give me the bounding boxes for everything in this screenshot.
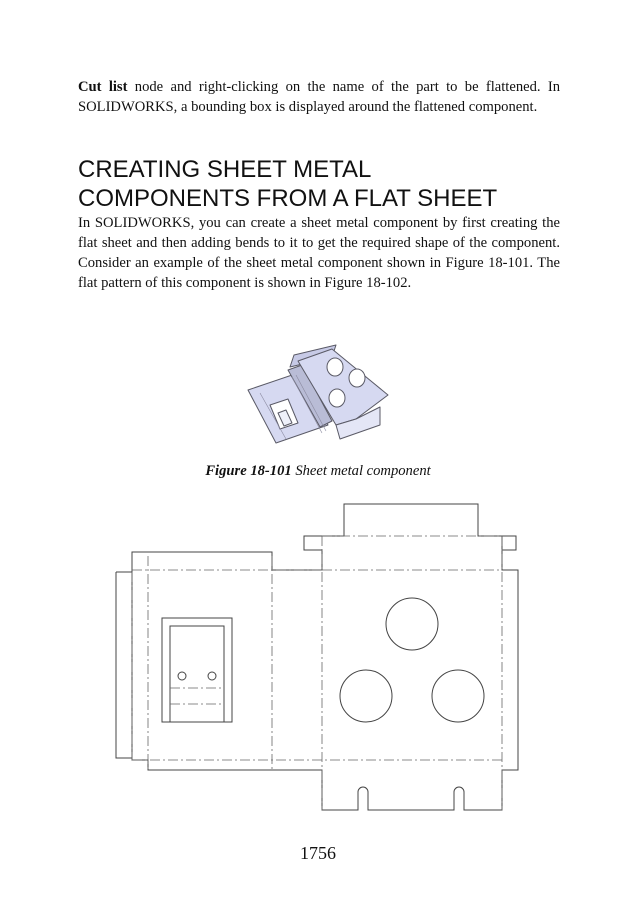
- left-outer-flange: [116, 572, 132, 758]
- intro-paragraph: [78, 77, 560, 117]
- section-heading-line-2: COMPONENTS FROM A FLAT SHEET: [78, 185, 498, 212]
- big-hole-right: [432, 670, 484, 722]
- window-outer: [162, 618, 232, 722]
- intro-text: node and right-clicking on the name of the part to be flattened. In SOLIDWORKS, a bounding box is displayed around the flattened component.: [78, 79, 561, 115]
- body-paragraph: In SOLIDWORKS, you can create a sheet metal component by first creating the flat sheet and then adding bends to it to get the required shape of the component. Consider an example of the sheet metal component shown in Figure 18-101. The flat pattern of this component is shown in Figure 18-102.: [78, 215, 560, 291]
- big-hole-top: [386, 598, 438, 650]
- section-heading-line-1: CREATING SHEET METAL: [78, 156, 372, 183]
- hole-1: [327, 358, 343, 376]
- left-panel-outline: [132, 504, 518, 810]
- small-hole-left: [178, 672, 186, 680]
- sheet-metal-component-figure: [240, 335, 400, 455]
- hole-3: [329, 389, 345, 407]
- page-number: 1756: [300, 843, 336, 863]
- figure-101-label: Figure 18-101: [205, 463, 292, 479]
- hole-2: [349, 369, 365, 387]
- figure-101-caption-text: Sheet metal component: [291, 463, 431, 479]
- cut-list-term: Cut list: [78, 79, 128, 95]
- flat-pattern-figure: [112, 500, 524, 820]
- big-hole-left: [340, 670, 392, 722]
- small-hole-right: [208, 672, 216, 680]
- figure-101-caption: [0, 463, 636, 480]
- section-heading: [78, 155, 578, 213]
